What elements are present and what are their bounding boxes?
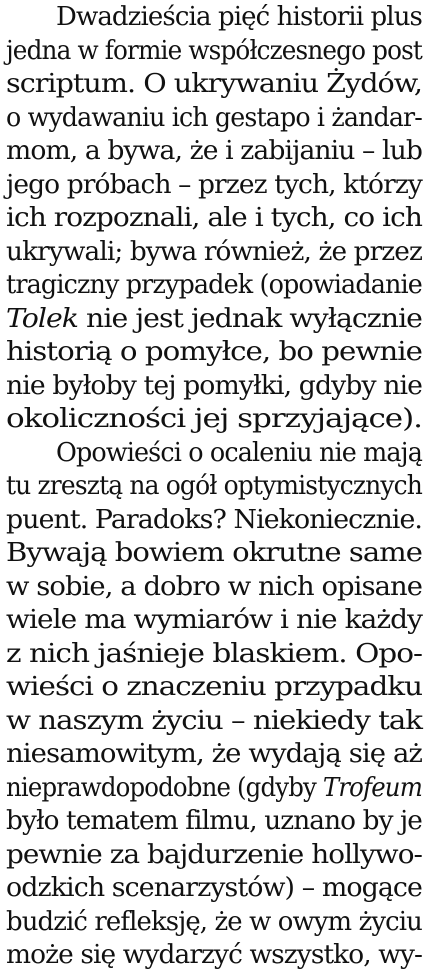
italic-title: Trofeum (322, 771, 422, 803)
text-line (6, 536, 422, 570)
text-run: było tematem filmu, uznano by je (6, 805, 422, 836)
text-run: tu zresztą na ogół optymistycznych (6, 470, 422, 501)
text-line (6, 67, 422, 101)
text-run: budzić refleksję, że w owym życiu (6, 905, 422, 937)
paragraph (6, 436, 422, 972)
text-line (6, 637, 422, 671)
text-run: jego próbach – przez tych, którzy (6, 168, 422, 200)
text-line (6, 335, 422, 369)
text-run: nieprawdopodobne (gdyby (6, 771, 323, 803)
text-run: jedna w formie współczesnego post (6, 34, 422, 66)
text-run: puent. Paradoks? Niekoniecznie. (6, 503, 423, 535)
text-line (6, 268, 422, 302)
text-line (6, 938, 422, 972)
text-run: wieści o znaczeniu przypadku (6, 671, 423, 702)
text-run: ich rozpoznali, ale i tych, co ich (6, 202, 422, 233)
text-line (6, 201, 422, 235)
text-line (6, 804, 422, 838)
italic-title: Tolek (6, 302, 78, 334)
text-line (6, 0, 422, 34)
text-run: o wydawaniu ich gestapo i żandar- (6, 101, 422, 133)
text-run: okoliczności jej sprzyjające). (6, 403, 422, 434)
text-line (6, 503, 422, 537)
text-line (6, 402, 422, 436)
text-line (6, 168, 422, 202)
text-run: nie jest jednak wyłącznie (77, 302, 422, 334)
text-line (6, 302, 422, 336)
text-line (6, 436, 422, 470)
text-run: nie byłoby tej pomyłki, gdyby nie (6, 369, 422, 401)
text-line (6, 101, 422, 135)
text-line (6, 34, 422, 68)
text-run: pewnie za bajdurzenie hollywo- (6, 838, 422, 870)
paragraph (6, 0, 422, 436)
text-run: Bywają bowiem okrutne same (6, 537, 422, 568)
text-run: niesamowitym, że wydają się aż (6, 738, 423, 769)
text-run: może się wydarzyć wszystko, wy- (6, 939, 422, 970)
text-run: w sobie, a dobro w nich opisane (6, 570, 422, 602)
text-line (6, 905, 422, 939)
text-line (6, 235, 422, 269)
text-line (6, 369, 422, 403)
text-line (6, 737, 422, 771)
text-line (6, 704, 422, 738)
text-line (6, 570, 422, 604)
text-line (6, 838, 422, 872)
text-run: mom, a bywa, że i zabijaniu – lub (6, 135, 422, 166)
text-line (6, 871, 422, 905)
text-run: Opowieści o ocaleniu nie mają (56, 436, 422, 468)
text-run: wiele ma wymiarów i nie każdy (6, 604, 422, 635)
text-run: tragiczny przypadek (opowiadanie (6, 269, 422, 300)
text-run: ukrywali; bywa również, że przez (6, 235, 422, 267)
text-run: Dwadzieścia pięć historii plus (56, 1, 422, 32)
text-line (6, 670, 422, 704)
text-run: historią o pomyłce, bo pewnie (6, 336, 422, 367)
text-run: w naszym życiu – niekiedy tak (6, 704, 422, 736)
text-line (6, 771, 422, 805)
text-run: odzkich scenarzystów) – mogące (6, 872, 423, 903)
text-run: z nich jaśnieje blaskiem. Opo- (6, 637, 422, 669)
text-line (6, 134, 422, 168)
text-line (6, 469, 422, 503)
text-line (6, 603, 422, 637)
text-run: scriptum. O ukrywaniu Żydów, (6, 68, 422, 99)
